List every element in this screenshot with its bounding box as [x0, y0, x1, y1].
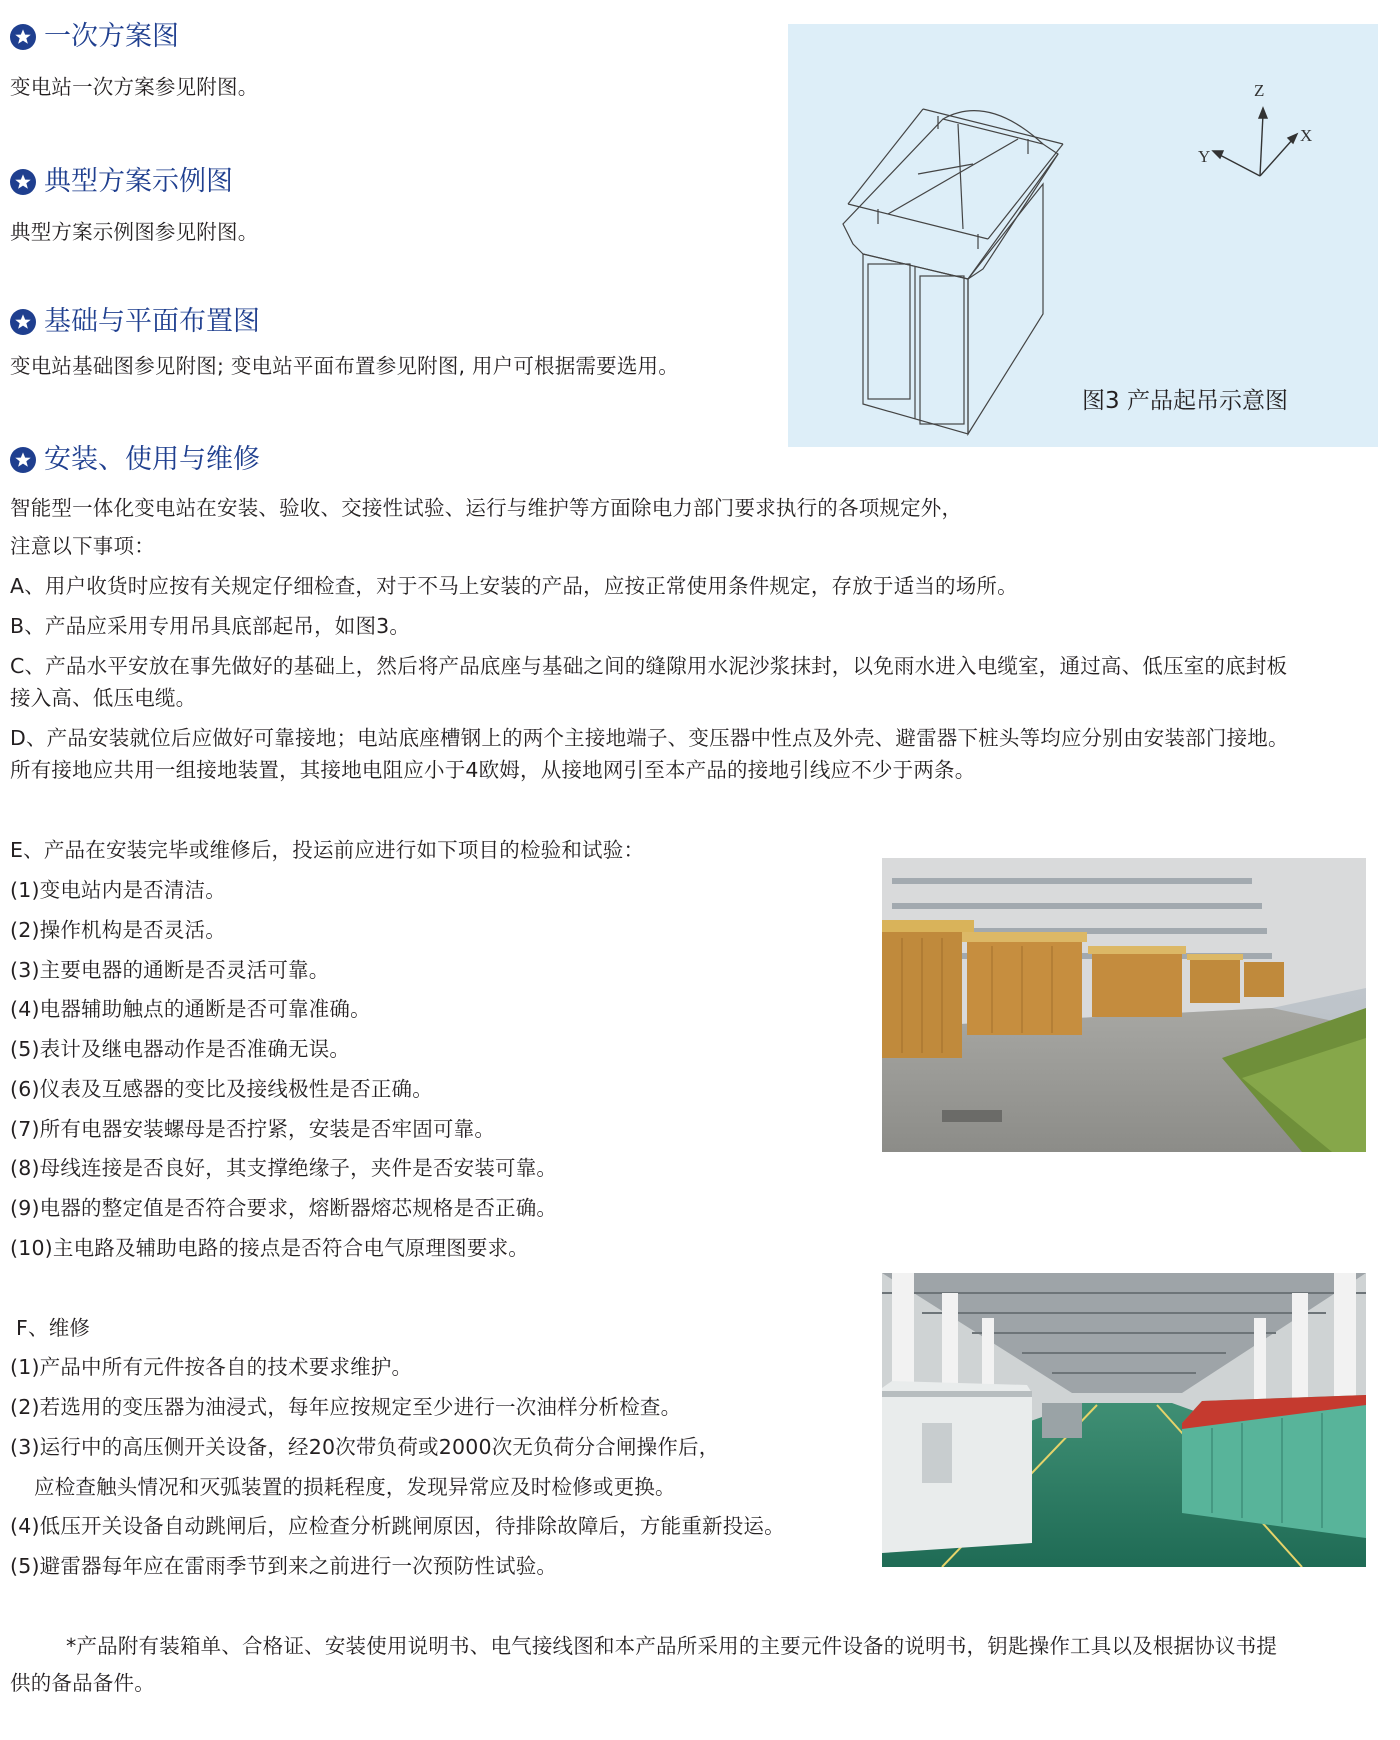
section-e-item: (10)主电路及辅助电路的接点是否符合电气原理图要求。 [10, 1236, 529, 1260]
intro-line: C、产品水平安放在事先做好的基础上，然后将产品底座与基础之间的缝隙用水泥沙浆抹封，以免雨水进入电缆室，通过高、低压室的底封板 [10, 654, 1288, 678]
star-icon [10, 24, 36, 50]
section-e-title: E、产品在安装完毕或维修后，投运前应进行如下项目的检验和试验： [10, 838, 645, 862]
section-e-item: (8)母线连接是否良好，其支撑绝缘子，夹件是否安装可靠。 [10, 1156, 558, 1180]
footnote-line: 供的备品备件。 [10, 1671, 155, 1695]
intro-line: 注意以下事项： [10, 534, 155, 558]
typical-example-text: 典型方案示例图参见附图。 [10, 220, 259, 244]
section-e-item: (3)主要电器的通断是否灵活可靠。 [10, 958, 330, 982]
axis-x-label: X [1300, 126, 1313, 145]
heading-text: 基础与平面布置图 [44, 306, 260, 337]
section-e-item: (6)仪表及互感器的变比及接线极性是否正确。 [10, 1077, 433, 1101]
outdoor-substations-photo [882, 858, 1366, 1152]
section-f-item: (4)低压开关设备自动跳闸后，应检查分析跳闸原因，待排除故障后，方能重新投运。 [10, 1514, 785, 1538]
factory-hall-photo [882, 1273, 1366, 1567]
heading-installation [10, 443, 260, 477]
section-f-item: 应检查触头情况和灭弧装置的损耗程度，发现异常应及时检修或更换。 [34, 1475, 676, 1499]
intro-line: 所有接地应共用一组接地装置，其接地电阻应小于4欧姆，从接地网引至本产品的接地引线应不少于两条。 [10, 758, 976, 782]
section-f-title: F、维修 [16, 1316, 91, 1340]
lifting-figure-panel [788, 24, 1378, 447]
foundation-text: 变电站基础图参见附图; 变电站平面布置参见附图, 用户可根据需要选用。 [10, 354, 679, 378]
section-e-item: (7)所有电器安装螺母是否拧紧，安装是否牢固可靠。 [10, 1117, 496, 1141]
section-e-item: (1)变电站内是否清洁。 [10, 878, 226, 902]
heading-text: 安装、使用与维修 [44, 444, 260, 475]
heading-text: 一次方案图 [44, 21, 179, 52]
section-e-item: (9)电器的整定值是否符合要求，熔断器熔芯规格是否正确。 [10, 1196, 558, 1220]
intro-line: B、产品应采用专用吊具底部起吊，如图3。 [10, 614, 411, 638]
intro-line: D、产品安装就位后应做好可靠接地；电站底座槽钢上的两个主接地端子、变压器中性点及外壳、避雷器下桩头等均应分别由安装部门接地。 [10, 726, 1289, 750]
star-icon [10, 169, 36, 195]
intro-line: 接入高、低压电缆。 [10, 686, 197, 710]
heading-foundation [10, 305, 260, 339]
section-e-item: (5)表计及继电器动作是否准确无误。 [10, 1037, 351, 1061]
section-e-item: (4)电器辅助触点的通断是否可靠准确。 [10, 997, 371, 1021]
section-f-item: (2)若选用的变压器为油浸式，每年应按规定至少进行一次油样分析检查。 [10, 1395, 682, 1419]
axis-z-label: Z [1254, 81, 1265, 100]
intro-line: 智能型一体化变电站在安装、验收、交接性试验、运行与维护等方面除电力部门要求执行的各项规定外， [10, 496, 963, 520]
section-f-item: (5)避雷器每年应在雷雨季节到来之前进行一次预防性试验。 [10, 1554, 558, 1578]
footnote-line: *产品附有装箱单、合格证、安装使用说明书、电气接线图和本产品所采用的主要元件设备的说明书，钥匙操作工具以及根据协议书提 [66, 1634, 1278, 1658]
axis-y-label: Y [1198, 147, 1211, 166]
intro-line: A、用户收货时应按有关规定仔细检查，对于不马上安装的产品，应按正常使用条件规定，存放于适当的场所。 [10, 574, 1018, 598]
section-e-item: (2)操作机构是否灵活。 [10, 918, 226, 942]
heading-typical-example [10, 165, 233, 199]
section-f-item: (1)产品中所有元件按各自的技术要求维护。 [10, 1355, 413, 1379]
heading-primary-scheme [10, 20, 179, 54]
section-f-item: (3)运行中的高压侧开关设备，经20次带负荷或2000次无负荷分合闸操作后， [10, 1435, 720, 1459]
primary-scheme-text: 变电站一次方案参见附图。 [10, 75, 259, 99]
star-icon [10, 447, 36, 473]
figure-caption: 图3 产品起吊示意图 [1082, 388, 1288, 414]
star-icon [10, 309, 36, 335]
heading-text: 典型方案示例图 [44, 166, 233, 197]
